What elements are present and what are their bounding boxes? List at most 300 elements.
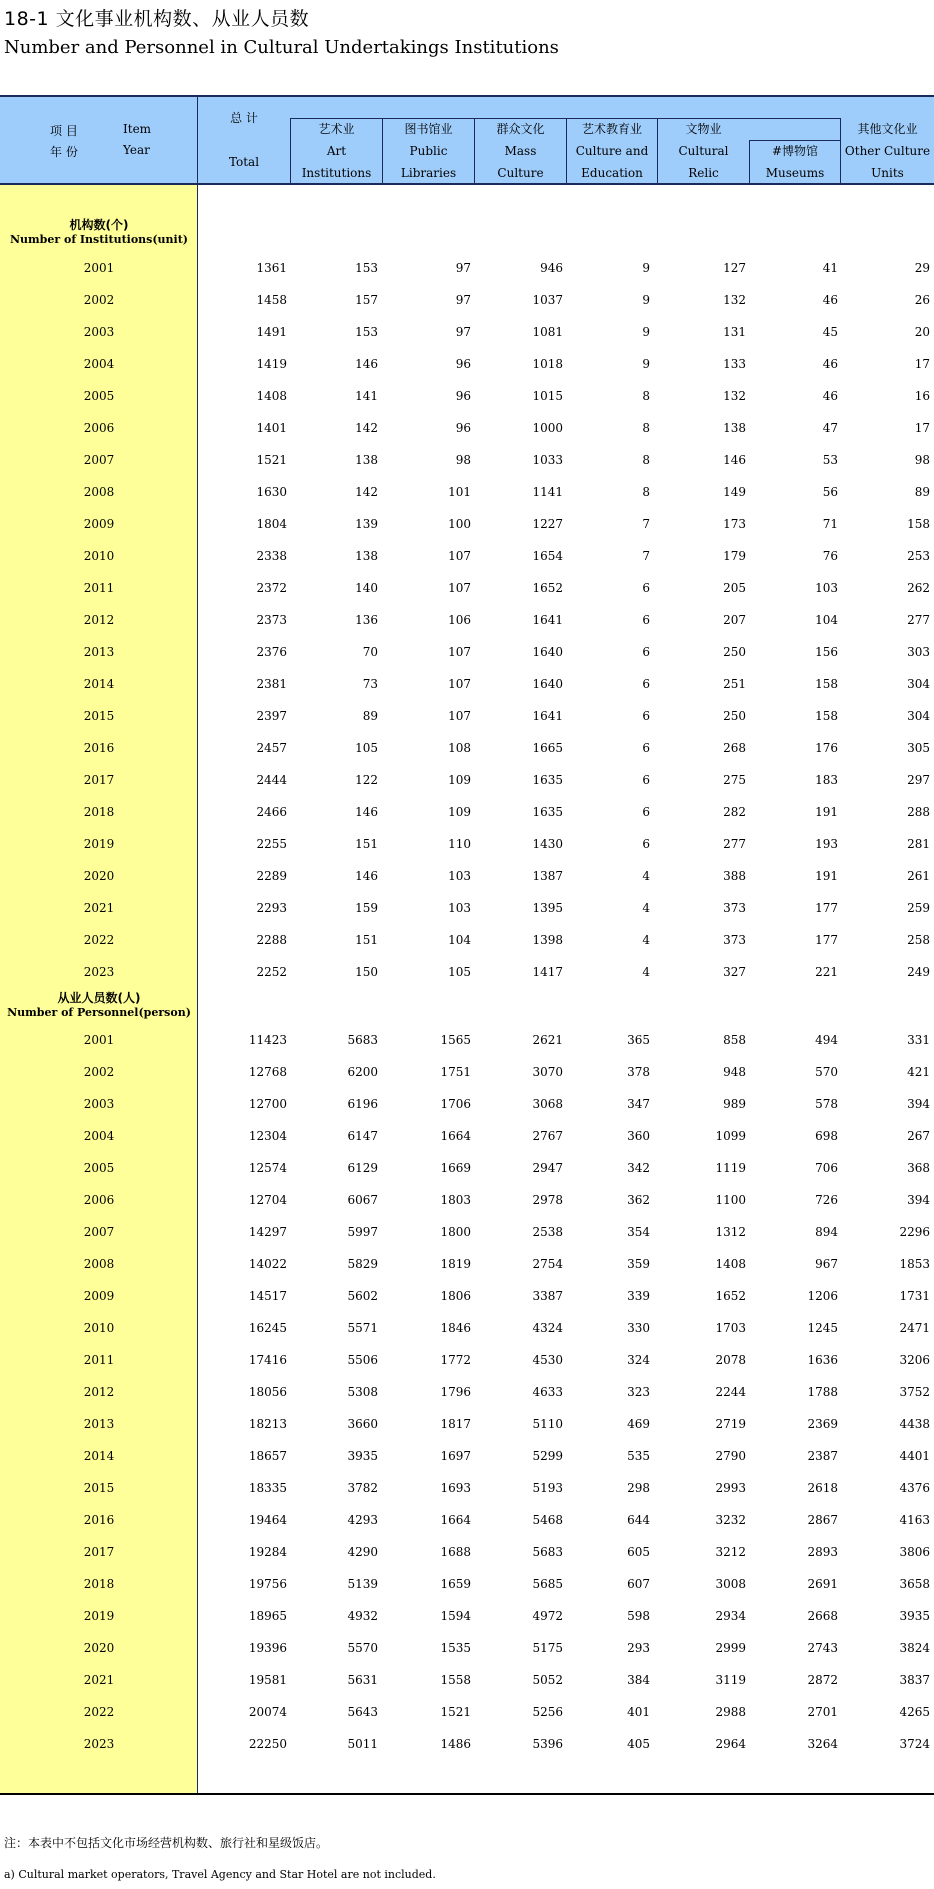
row-year: 2017 [83, 1545, 115, 1559]
table-cell: 5571 [347, 1321, 378, 1335]
table-cell: 535 [627, 1449, 650, 1463]
table-cell: 20 [914, 325, 930, 339]
table-cell: 6129 [347, 1161, 378, 1175]
table-cell: 4324 [532, 1321, 563, 1335]
table-row [0, 1318, 934, 1338]
table-cell: 132 [723, 293, 746, 307]
table-row [0, 290, 934, 310]
table-cell: 76 [822, 549, 838, 563]
table-cell: 2767 [532, 1129, 563, 1143]
table-cell: 159 [355, 901, 378, 915]
table-cell: 1846 [440, 1321, 471, 1335]
row-year: 2016 [83, 1513, 115, 1527]
table-cell: 9 [642, 293, 650, 307]
table-cell: 3212 [715, 1545, 746, 1559]
table-cell: 1099 [715, 1129, 746, 1143]
table-cell: 2397 [256, 709, 287, 723]
table-cell: 6 [642, 741, 650, 755]
table-cell: 41 [822, 261, 838, 275]
header-mass-en: Culture [497, 166, 544, 180]
table-cell: 2296 [899, 1225, 930, 1239]
table-row [0, 546, 934, 566]
table-cell: 11423 [248, 1033, 287, 1047]
table-cell: 4163 [899, 1513, 930, 1527]
table-cell: 8 [642, 453, 650, 467]
table-cell: 368 [907, 1161, 930, 1175]
table-cell: 251 [723, 677, 746, 691]
table-cell: 1652 [532, 581, 563, 595]
table-cell: 139 [355, 517, 378, 531]
table-cell: 258 [907, 933, 930, 947]
header-other-en: Other Culture [844, 144, 931, 158]
table-cell: 5175 [532, 1641, 563, 1655]
table-cell: 4293 [347, 1513, 378, 1527]
table-cell: 12704 [248, 1193, 287, 1207]
header-art-cn: 艺术业 [318, 122, 355, 136]
table-cell: 142 [355, 485, 378, 499]
table-cell: 146 [355, 357, 378, 371]
table-cell: 384 [627, 1673, 650, 1687]
table-cell: 191 [815, 869, 838, 883]
table-cell: 323 [627, 1385, 650, 1399]
table-cell: 378 [627, 1065, 650, 1079]
table-cell: 103 [448, 901, 471, 915]
table-cell: 6147 [347, 1129, 378, 1143]
table-row [0, 1254, 934, 1274]
table-cell: 3782 [347, 1481, 378, 1495]
row-year: 2006 [83, 1193, 115, 1207]
table-cell: 967 [815, 1257, 838, 1271]
table-cell: 146 [355, 805, 378, 819]
table-cell: 7 [642, 549, 650, 563]
table-cell: 3752 [899, 1385, 930, 1399]
table-cell: 2289 [256, 869, 287, 883]
table-cell: 97 [455, 261, 471, 275]
table-row [0, 770, 934, 790]
table-cell: 706 [815, 1161, 838, 1175]
table-row [0, 1510, 934, 1530]
table-cell: 3660 [347, 1417, 378, 1431]
header-relic-en: Relic [688, 166, 719, 180]
header-museum-en: Museums [765, 166, 825, 180]
row-year: 2015 [83, 709, 115, 723]
table-row [0, 322, 934, 342]
row-year: 2021 [83, 1673, 115, 1687]
header-total-cn: 总 计 [230, 111, 258, 125]
table-cell: 282 [723, 805, 746, 819]
table-cell: 262 [907, 581, 930, 595]
table-cell: 494 [815, 1033, 838, 1047]
table-row [0, 386, 934, 406]
row-year: 2007 [83, 453, 115, 467]
table-cell: 89 [914, 485, 930, 499]
table-row [0, 354, 934, 374]
table-cell: 9 [642, 357, 650, 371]
table-row [0, 1062, 934, 1082]
table-cell: 1635 [532, 773, 563, 787]
table-cell: 1558 [440, 1673, 471, 1687]
table-cell: 3068 [532, 1097, 563, 1111]
table-cell: 598 [627, 1609, 650, 1623]
table-cell: 151 [355, 837, 378, 851]
table-cell: 109 [448, 805, 471, 819]
footnote-english: a) Cultural market operators, Travel Agency and Star Hotel are not included. [4, 1868, 436, 1881]
table-cell: 6 [642, 805, 650, 819]
table-cell: 97 [455, 293, 471, 307]
table-cell: 327 [723, 965, 746, 979]
row-year: 2004 [83, 1129, 115, 1143]
table-row [0, 482, 934, 502]
table-cell: 469 [627, 1417, 650, 1431]
table-cell: 2255 [256, 837, 287, 851]
table-cell: 96 [455, 357, 471, 371]
table-cell: 4401 [899, 1449, 930, 1463]
table-cell: 1419 [256, 357, 287, 371]
table-cell: 698 [815, 1129, 838, 1143]
table-cell: 4376 [899, 1481, 930, 1495]
table-cell: 1697 [440, 1449, 471, 1463]
table-cell: 2964 [715, 1737, 746, 1751]
row-year: 2010 [83, 549, 115, 563]
table-row [0, 1222, 934, 1242]
table-cell: 1401 [256, 421, 287, 435]
table-cell: 138 [355, 549, 378, 563]
row-year: 2003 [83, 325, 115, 339]
table-cell: 401 [627, 1705, 650, 1719]
table-cell: 1408 [715, 1257, 746, 1271]
table-cell: 89 [362, 709, 378, 723]
table-cell: 259 [907, 901, 930, 915]
table-cell: 183 [815, 773, 838, 787]
table-cell: 5631 [347, 1673, 378, 1687]
table-cell: 6 [642, 677, 650, 691]
table-cell: 405 [627, 1737, 650, 1751]
table-cell: 127 [723, 261, 746, 275]
table-row [0, 258, 934, 278]
row-year: 2021 [83, 901, 115, 915]
header-total-en: Total [228, 155, 260, 169]
table-cell: 5602 [347, 1289, 378, 1303]
table-cell: 1458 [256, 293, 287, 307]
table-cell: 150 [355, 965, 378, 979]
table-cell: 18335 [248, 1481, 287, 1495]
table-cell: 110 [448, 837, 471, 851]
table-cell: 293 [627, 1641, 650, 1655]
table-row [0, 1734, 934, 1754]
table-row [0, 1382, 934, 1402]
table-cell: 142 [355, 421, 378, 435]
table-cell: 304 [907, 709, 930, 723]
table-cell: 2457 [256, 741, 287, 755]
table-cell: 1033 [532, 453, 563, 467]
table-cell: 2691 [807, 1577, 838, 1591]
table-cell: 1491 [256, 325, 287, 339]
table-cell: 17416 [248, 1353, 287, 1367]
table-cell: 5468 [532, 1513, 563, 1527]
table-cell: 1486 [440, 1737, 471, 1751]
table-cell: 277 [907, 613, 930, 627]
table-cell: 1565 [440, 1033, 471, 1047]
row-year: 2023 [83, 1737, 115, 1751]
row-year: 2014 [83, 677, 115, 691]
footnote-chinese: 注：本表中不包括文化市场经营机构数、旅行社和星级饭店。 [4, 1836, 329, 1850]
section-heading-cn: 从业人员数(人) [57, 991, 141, 1005]
table-row [0, 418, 934, 438]
table-cell: 153 [355, 261, 378, 275]
row-year: 2009 [83, 1289, 115, 1303]
table-row [0, 1574, 934, 1594]
table-cell: 1000 [532, 421, 563, 435]
table-cell: 2947 [532, 1161, 563, 1175]
table-cell: 373 [723, 901, 746, 915]
table-cell: 109 [448, 773, 471, 787]
table-cell: 4932 [347, 1609, 378, 1623]
table-row [0, 674, 934, 694]
table-cell: 4 [642, 869, 650, 883]
row-year: 2008 [83, 1257, 115, 1271]
table-cell: 605 [627, 1545, 650, 1559]
table-cell: 104 [815, 613, 838, 627]
row-year: 2020 [83, 869, 115, 883]
header-other-cn: 其他文化业 [857, 122, 918, 136]
table-cell: 1312 [715, 1225, 746, 1239]
table-cell: 176 [815, 741, 838, 755]
table-cell: 1796 [440, 1385, 471, 1399]
table-row [0, 834, 934, 854]
table-cell: 2978 [532, 1193, 563, 1207]
table-cell: 4633 [532, 1385, 563, 1399]
table-cell: 1654 [532, 549, 563, 563]
table-cell: 2934 [715, 1609, 746, 1623]
table-cell: 394 [907, 1097, 930, 1111]
row-year: 2008 [83, 485, 115, 499]
header-education-cn: 艺术教育业 [581, 122, 642, 136]
section-heading-en: Number of Institutions(unit) [9, 233, 189, 246]
table-row [0, 1030, 934, 1050]
table-cell: 5308 [347, 1385, 378, 1399]
table-cell: 394 [907, 1193, 930, 1207]
table-cell: 275 [723, 773, 746, 787]
table-cell: 2872 [807, 1673, 838, 1687]
table-cell: 107 [448, 677, 471, 691]
table-cell: 6 [642, 645, 650, 659]
table-cell: 1669 [440, 1161, 471, 1175]
table-cell: 1819 [440, 1257, 471, 1271]
row-year: 2014 [83, 1449, 115, 1463]
table-row [0, 1126, 934, 1146]
table-cell: 250 [723, 645, 746, 659]
table-cell: 2618 [807, 1481, 838, 1495]
header-art-en: Institutions [301, 166, 372, 180]
table-cell: 2999 [715, 1641, 746, 1655]
table-cell: 2743 [807, 1641, 838, 1655]
table-cell: 324 [627, 1353, 650, 1367]
table-cell: 3935 [899, 1609, 930, 1623]
table-cell: 2466 [256, 805, 287, 819]
table-cell: 14517 [248, 1289, 287, 1303]
table-cell: 2376 [256, 645, 287, 659]
section-heading-en: Number of Personnel(person) [7, 1006, 191, 1019]
table-cell: 388 [723, 869, 746, 883]
table-cell: 2538 [532, 1225, 563, 1239]
table-cell: 1800 [440, 1225, 471, 1239]
table-cell: 2867 [807, 1513, 838, 1527]
table-cell: 1788 [807, 1385, 838, 1399]
table-row [0, 1446, 934, 1466]
table-cell: 205 [723, 581, 746, 595]
table-cell: 421 [907, 1065, 930, 1079]
header-item-en: Item [123, 122, 152, 136]
table-cell: 277 [723, 837, 746, 851]
table-cell: 261 [907, 869, 930, 883]
table-cell: 1245 [807, 1321, 838, 1335]
table-cell: 305 [907, 741, 930, 755]
table-cell: 19581 [248, 1673, 287, 1687]
table-cell: 1636 [807, 1353, 838, 1367]
table-cell: 373 [723, 933, 746, 947]
table-cell: 304 [907, 677, 930, 691]
row-year: 2003 [83, 1097, 115, 1111]
table-cell: 153 [355, 325, 378, 339]
table-cell: 7 [642, 517, 650, 531]
table-row [0, 706, 934, 726]
table-cell: 249 [907, 965, 930, 979]
table-cell: 5256 [532, 1705, 563, 1719]
table-cell: 1430 [532, 837, 563, 851]
table-cell: 1408 [256, 389, 287, 403]
table-cell: 1751 [440, 1065, 471, 1079]
table-cell: 18965 [248, 1609, 287, 1623]
header-relic-cn: 文物业 [685, 122, 722, 136]
table-cell: 17 [914, 421, 930, 435]
table-cell: 1206 [807, 1289, 838, 1303]
table-cell: 17 [914, 357, 930, 371]
row-year: 2005 [83, 1161, 115, 1175]
table-cell: 2387 [807, 1449, 838, 1463]
table-cell: 107 [448, 645, 471, 659]
table-row [0, 898, 934, 918]
table-cell: 298 [627, 1481, 650, 1495]
table-cell: 46 [822, 293, 838, 307]
table-cell: 362 [627, 1193, 650, 1207]
table-cell: 2668 [807, 1609, 838, 1623]
table-cell: 22250 [248, 1737, 287, 1751]
header-other-en: Units [871, 166, 904, 180]
table-cell: 281 [907, 837, 930, 851]
table-cell: 1664 [440, 1513, 471, 1527]
table-cell: 4972 [532, 1609, 563, 1623]
table-cell: 12768 [248, 1065, 287, 1079]
header-education-en: Culture and [575, 144, 649, 158]
table-cell: 26 [914, 293, 930, 307]
row-year: 2022 [83, 1705, 115, 1719]
table-cell: 8 [642, 389, 650, 403]
table-cell: 3658 [899, 1577, 930, 1591]
table-cell: 6 [642, 837, 650, 851]
table-cell: 2754 [532, 1257, 563, 1271]
table-row [0, 514, 934, 534]
table-cell: 1018 [532, 357, 563, 371]
table-cell: 158 [815, 709, 838, 723]
table-cell: 19464 [248, 1513, 287, 1527]
table-cell: 948 [723, 1065, 746, 1079]
table-cell: 96 [455, 421, 471, 435]
table-cell: 2701 [807, 1705, 838, 1719]
table-cell: 19756 [248, 1577, 287, 1591]
table-cell: 1521 [440, 1705, 471, 1719]
table-cell: 2293 [256, 901, 287, 915]
table-cell: 6 [642, 773, 650, 787]
table-cell: 5396 [532, 1737, 563, 1751]
header-year-en: Year [123, 143, 150, 157]
table-cell: 3232 [715, 1513, 746, 1527]
row-year: 2001 [83, 1033, 115, 1047]
table-cell: 19396 [248, 1641, 287, 1655]
table-cell: 2719 [715, 1417, 746, 1431]
table-cell: 4 [642, 933, 650, 947]
table-cell: 97 [455, 325, 471, 339]
table-cell: 1804 [256, 517, 287, 531]
table-cell: 9 [642, 325, 650, 339]
table-cell: 1659 [440, 1577, 471, 1591]
table-cell: 1395 [532, 901, 563, 915]
table-cell: 1641 [532, 709, 563, 723]
table-cell: 4290 [347, 1545, 378, 1559]
table-cell: 1361 [256, 261, 287, 275]
table-row [0, 866, 934, 886]
table-cell: 177 [815, 901, 838, 915]
row-year: 2015 [83, 1481, 115, 1495]
table-cell: 2993 [715, 1481, 746, 1495]
table-row [0, 1478, 934, 1498]
table-cell: 2373 [256, 613, 287, 627]
table-cell: 5139 [347, 1577, 378, 1591]
row-year: 2022 [83, 933, 115, 947]
table-cell: 6 [642, 613, 650, 627]
table-row [0, 578, 934, 598]
row-year: 2007 [83, 1225, 115, 1239]
table-cell: 3837 [899, 1673, 930, 1687]
table-cell: 1731 [899, 1289, 930, 1303]
table-cell: 5643 [347, 1705, 378, 1719]
title-english: Number and Personnel in Cultural Undertakings Institutions [4, 37, 559, 58]
table-cell: 146 [723, 453, 746, 467]
table-cell: 1081 [532, 325, 563, 339]
table-cell: 47 [822, 421, 838, 435]
table-cell: 3935 [347, 1449, 378, 1463]
table-cell: 1664 [440, 1129, 471, 1143]
row-year: 2016 [83, 741, 115, 755]
table-cell: 46 [822, 357, 838, 371]
table-cell: 20074 [248, 1705, 287, 1719]
table-cell: 173 [723, 517, 746, 531]
table-cell: 104 [448, 933, 471, 947]
table-cell: 98 [914, 453, 930, 467]
row-year: 2023 [83, 965, 115, 979]
table-cell: 5193 [532, 1481, 563, 1495]
table-cell: 5570 [347, 1641, 378, 1655]
header-mass-en: Mass [504, 144, 537, 158]
row-year: 2011 [83, 581, 115, 595]
table-cell: 221 [815, 965, 838, 979]
table-cell: 2369 [807, 1417, 838, 1431]
table-row [0, 930, 934, 950]
table-cell: 4265 [899, 1705, 930, 1719]
table-cell: 4 [642, 965, 650, 979]
table-cell: 157 [355, 293, 378, 307]
table-row [0, 450, 934, 470]
table-cell: 4530 [532, 1353, 563, 1367]
